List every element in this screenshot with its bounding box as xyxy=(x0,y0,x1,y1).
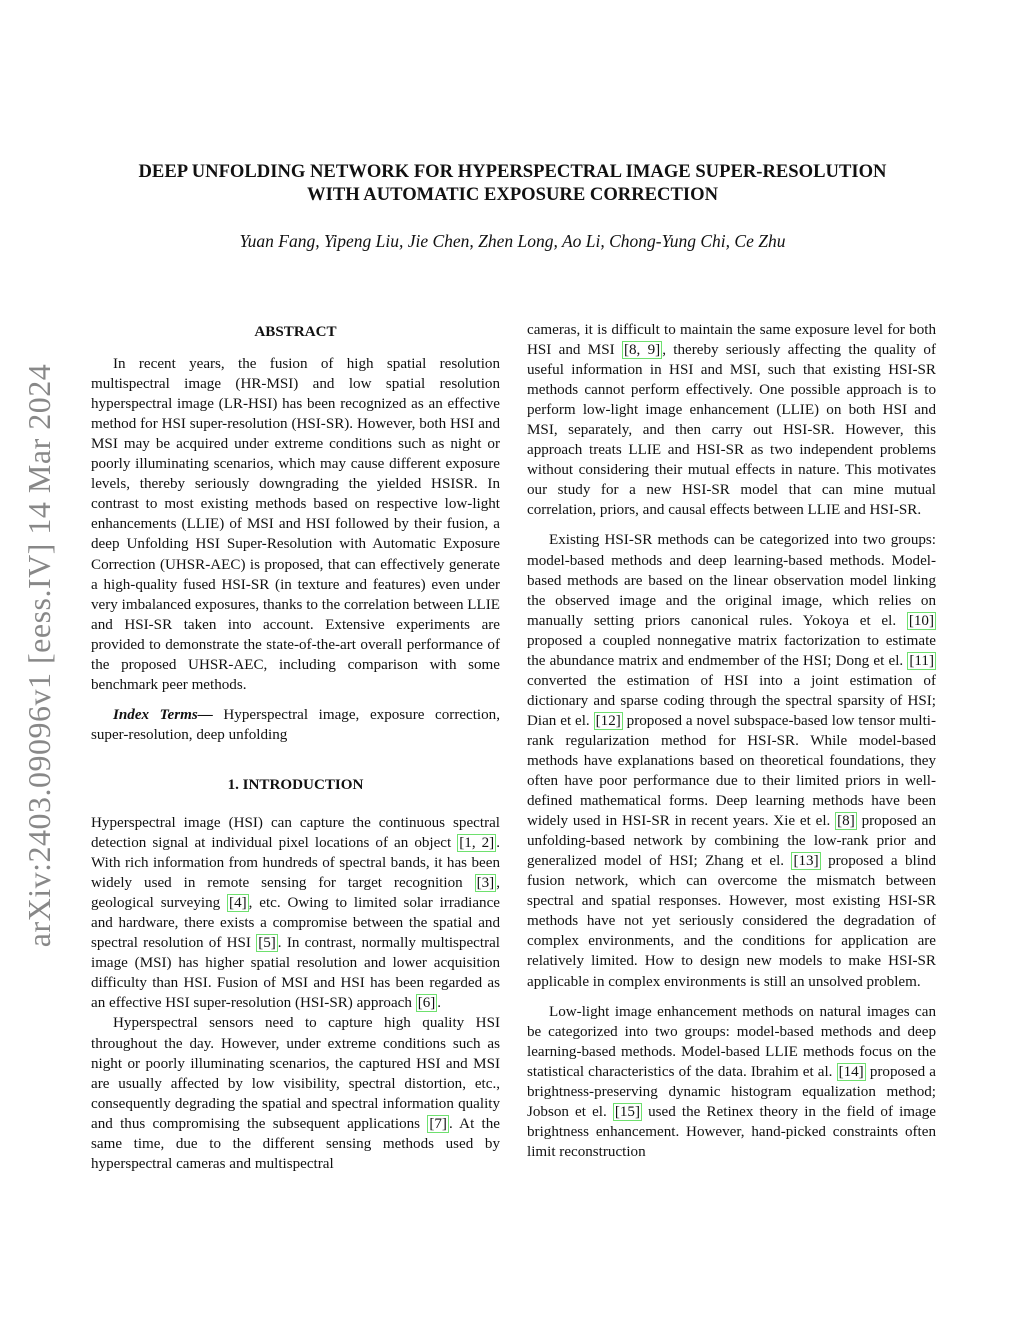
abstract-heading: ABSTRACT xyxy=(254,324,337,340)
intro-paragraph-1: Hyperspectral image (HSI) can capture the continuous spectral detection signal at individual pixel locations of an object [1, 2] . With rich information from hundreds of spectral bands, it has been widely used in remote sensing for target recognition [3] , geological surveying [4] , etc. Owing to limited solar irradiance and hardware, there exists a compromise between the spatial and spectral resolution of HSI [5] . In contrast, normally multispectral image (MSI) has higher spatial resolution and lower acquisition difficulty than HSI. Fusion of MSI and HSI has been regarded as an effective HSI super-resolution (HSI-SR) approach [6] . xyxy=(91,814,500,1012)
citation-link[interactable]: [14] xyxy=(838,1063,864,1080)
paper-title xyxy=(90,160,935,206)
intro-paragraph-4: Existing HSI-SR methods can be categorized into two groups: model-based methods and deep learning-based methods. Model-based methods are based on the linear observation model linking the observed image and the original image, which relies on manually setting priors canonical rules. Yokoya et el. [10] proposed a coupled nonnegative matrix factorization to estimate the abundance matrix and endmember of the HSI; Dong et el. [11] converted the estimation of HSI into a joint estimation of dictionary and sparse coding through the spectral sparsity of HSI; Dian et el. [12] proposed a novel subspace-based low tensor multi-rank regularization method for HSI-SR. While model-based methods have explanations based on theoretical foundations, they often have poor performance due to their limited priors in well-defined mathematical forms. Deep learning methods have been widely used in HSI-SR in recent years. Xie et el. [8] proposed an unfolding-based network by combining the low-rank prior and generalized model of HSI; Zhang et el. [13] proposed a blind fusion network, which can overcome the mismatch between spectral and spatial responses. However, most existing HSI-SR methods have not yet seriously considered the degradation of complex environments, and the conditions for application are relatively limited. How to design new models to make HSI-SR applicable in complex environments is still an unsolved problem. xyxy=(527,532,936,990)
abstract-text: In recent years, the fusion of high spatial resolution multispectral image (HR-MSI) and low spatial resolution hyperspectral image (LR-HSI) has been recognized as an effective method for HSI super-resolution (HSI-SR). However, both HSI and MSI may be acquired under extreme conditions such as night or poorly illuminating scenarios, which may cause different exposure levels, thereby seriously downgrading the yielded HSISR. In contrast to most existing methods based on respective low-light enhancements (LLIE) of MSI and HSI followed by their fusion, a deep Unfolding HSI Super-Resolution with Automatic Exposure Correction (UHSR-AEC) is proposed, that can effectively generate a high-quality fused HSI-SR (in texture and features) even under very imbalanced exposures, thanks to the correlation between LLIE and HSI-SR taken into account. Extensive experiments are provided to demonstrate the state-of-the-art overall performance of the proposed UHSR-AEC, including comparison with some benchmark peer methods. xyxy=(91,356,500,693)
right-column xyxy=(527,320,936,1162)
citation-link[interactable]: [13] xyxy=(793,853,819,870)
intro-paragraph-5: Low-light image enhancement methods on natural images can be categorized into two groups: model-based methods and deep learning-based methods. Model-based LLIE methods focus on the statistical characteristics of the data. Ibrahim et al. [14] proposed a brightness-preserving dynamic histogram equalization method; Jobson et el. [15] used the Retinex theory in the field of image brightness enhancement. However, hand-picked constraints often limit reconstruction xyxy=(527,1003,936,1160)
citation-link[interactable]: [15] xyxy=(614,1103,641,1120)
citation-link[interactable]: [8] xyxy=(837,813,855,830)
citation-link[interactable]: [10] xyxy=(908,612,934,629)
index-terms xyxy=(91,705,500,745)
citation-link[interactable]: [1, 2] xyxy=(459,835,495,852)
intro-paragraph-3: cameras, it is difficult to maintain the same exposure level for both HSI and MSI [8, 9] , thereby seriously affecting the quality of useful information in HSI and MSI, such that existing HSI-SR methods cannot perform effectively. One possible approach is to perform low-light image enhancement (LLIE) on both HSI and MSI, separately, and then carry out HSI-SR. However, this approach treats LLIE and HSI-SR as two independent problems without considering their mutual effects in nature. This motivates our study for a new HSI-SR model that can mine mutual correlation, priors, and causal effects between LLIE and HSI-SR. xyxy=(527,322,936,519)
citation-link[interactable]: [4] xyxy=(229,895,247,912)
left-column xyxy=(91,320,500,1174)
title-line-2: WITH AUTOMATIC EXPOSURE CORRECTION xyxy=(306,184,718,205)
citation-link[interactable]: [12] xyxy=(595,712,621,729)
arxiv-identifier: arXiv:2403.09096v1 [eess.IV] 14 Mar 2024 xyxy=(21,363,58,947)
citation-link[interactable]: [7] xyxy=(429,1115,447,1132)
citation-link[interactable]: [8, 9] xyxy=(623,342,661,359)
introduction-heading: 1. INTRODUCTION xyxy=(227,776,364,793)
author-list: Yuan Fang, Yipeng Liu, Jie Chen, Zhen Long, Ao Li, Chong-Yung Chi, Ce Zhu xyxy=(239,231,786,251)
title-line-1: DEEP UNFOLDING NETWORK FOR HYPERSPECTRAL IMAGE SUPER-RESOLUTION xyxy=(138,161,887,182)
citation-link[interactable]: [6] xyxy=(417,995,436,1012)
citation-link[interactable]: [3] xyxy=(476,875,495,892)
citation-link[interactable]: [11] xyxy=(909,652,934,669)
intro-paragraph-2: Hyperspectral sensors need to capture high quality HSI throughout the day. However, under extreme conditions such as night or poorly illuminating scenarios, the captured HSI and MSI are usually affected by low visibility, spectral distortion, etc., consequently degrading the spatial and spectral information quality and thus compromising the subsequent applications [7] . At the same time, due to the different sensing methods used by hyperspectral cameras and multispectral xyxy=(91,1015,500,1172)
index-terms-text: Hyperspectral image, exposure correction, super-resolution, deep unfolding xyxy=(91,706,500,743)
arxiv-sidebar xyxy=(10,350,70,960)
citation-link[interactable]: [5] xyxy=(258,935,276,952)
index-terms-label: Index Terms— xyxy=(113,706,213,723)
